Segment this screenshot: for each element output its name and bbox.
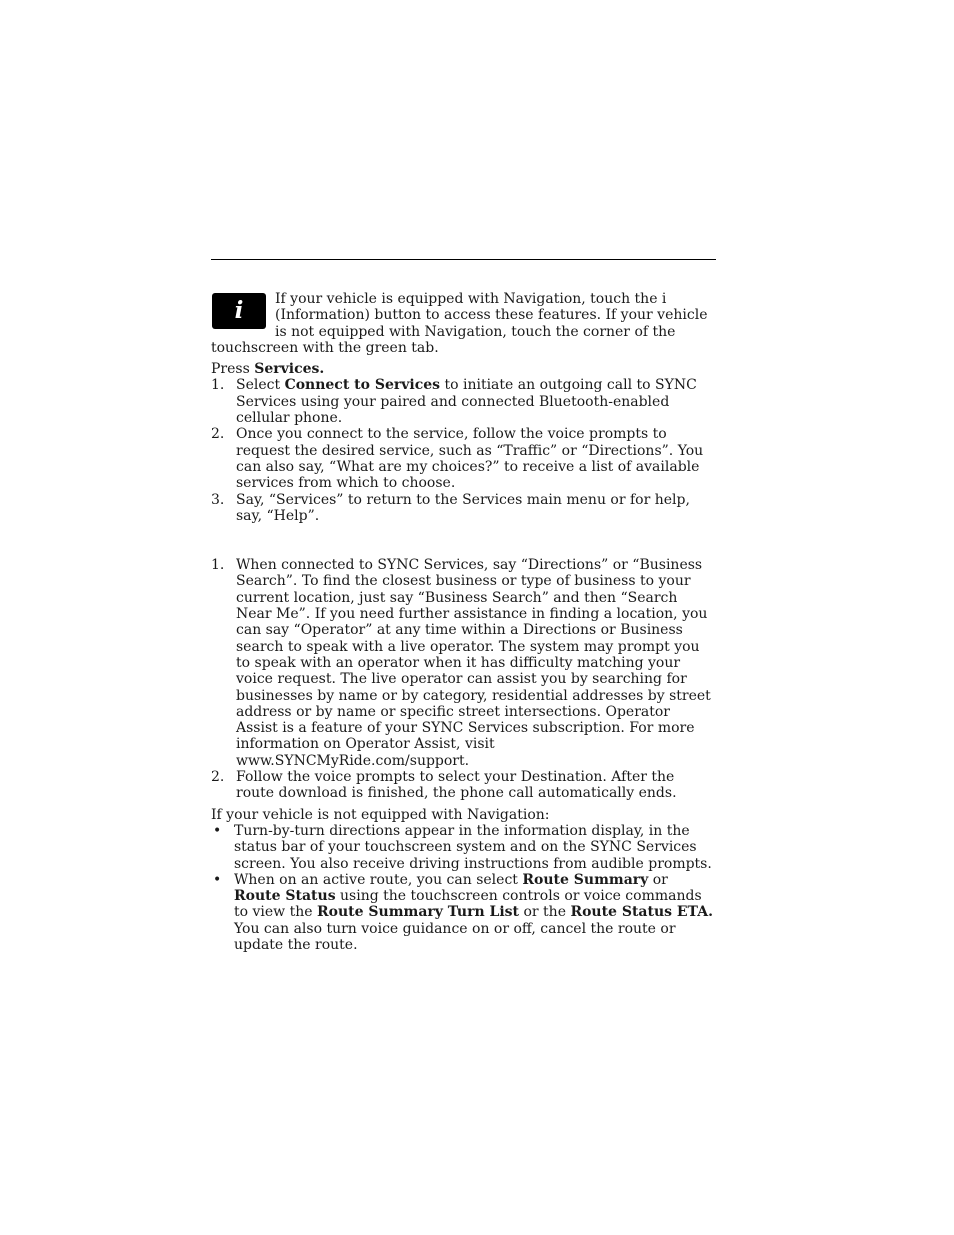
bullet-icon: • xyxy=(213,871,222,888)
services-steps-list xyxy=(211,377,716,524)
info-note-text: If your vehicle is equipped with Navigation, touch the i (Information) button to access these features. If your vehicle is not equipped with Navigation, touch the corner of the touchscreen with the green tab. xyxy=(211,291,708,356)
info-note xyxy=(211,291,716,356)
step-number: 3. xyxy=(211,491,225,508)
header-rule xyxy=(211,259,716,260)
route-status-label: Route Status xyxy=(234,888,336,905)
step-number: 2. xyxy=(211,426,225,443)
no-navigation-intro: If your vehicle is not equipped with Navigation: xyxy=(211,806,550,823)
list-item: 1. When connected to SYNC Services, say “Directions” or “Business Search”. To find the closest business or type of business to your current location, just say “Business Search” and then “Search Near Me”. If you need further assistance in finding a location, you can say “Operator” at any time within a Directions or Business search to speak with a live operator. The system may prompt you to speak with an operator when it has difficulty matching your voice request. The live operator can assist you by searching for businesses by name or by category, residential addresses by street address or by name or specific street intersections. Operator Assist is a feature of your SYNC Services subscription. For more information on Operator Assist, visit www.SYNCMyRide.com/support. xyxy=(211,557,711,769)
bullet-icon: • xyxy=(213,822,222,839)
route-summary-turn-list-label: Route Summary Turn List xyxy=(317,904,520,921)
services-label: Services. xyxy=(254,361,325,378)
press-services-instruction: Press Services. xyxy=(211,361,325,378)
connect-to-services-label: Connect to Services xyxy=(284,377,441,394)
no-navigation-bullets xyxy=(211,823,716,953)
list-item: 2. Once you connect to the service, follow the voice prompts to request the desired service, such as “Traffic” or “Directions”. You can also say, “What are my choices?” to receive a list of available services from which to choose. xyxy=(211,426,704,492)
list-item: 2. Follow the voice prompts to select your Destination. After the route download is finished, the phone call automatically ends. xyxy=(211,769,677,802)
step-number: 1. xyxy=(211,557,225,574)
page-content xyxy=(211,291,716,953)
step-number: 1. xyxy=(211,377,225,394)
route-status-eta-label: Route Status ETA. xyxy=(570,904,713,921)
info-icon: i xyxy=(212,293,266,329)
directions-steps-list xyxy=(211,557,716,801)
step-number: 2. xyxy=(211,769,225,786)
route-summary-label: Route Summary xyxy=(522,871,649,888)
list-item: • When on an active route, you can select Route Summary or Route Status using the touchscreen controls or voice commands to view the Route Summary Turn List or the Route Status ETA. You can also turn voice guidance on or off, cancel the route or update the route. xyxy=(213,871,713,953)
list-item: 3. Say, “Services” to return to the Services main menu or for help, say, “Help”. xyxy=(211,491,690,524)
list-item: 1. Select Connect to Services to initiate an outgoing call to SYNC Services using your paired and connected Bluetooth-enabled cellular phone. xyxy=(211,377,697,427)
list-item: • Turn-by-turn directions appear in the information display, in the status bar of your touchscreen system and on the SYNC Services screen. You also receive driving instructions from audible prompts. xyxy=(213,822,712,872)
